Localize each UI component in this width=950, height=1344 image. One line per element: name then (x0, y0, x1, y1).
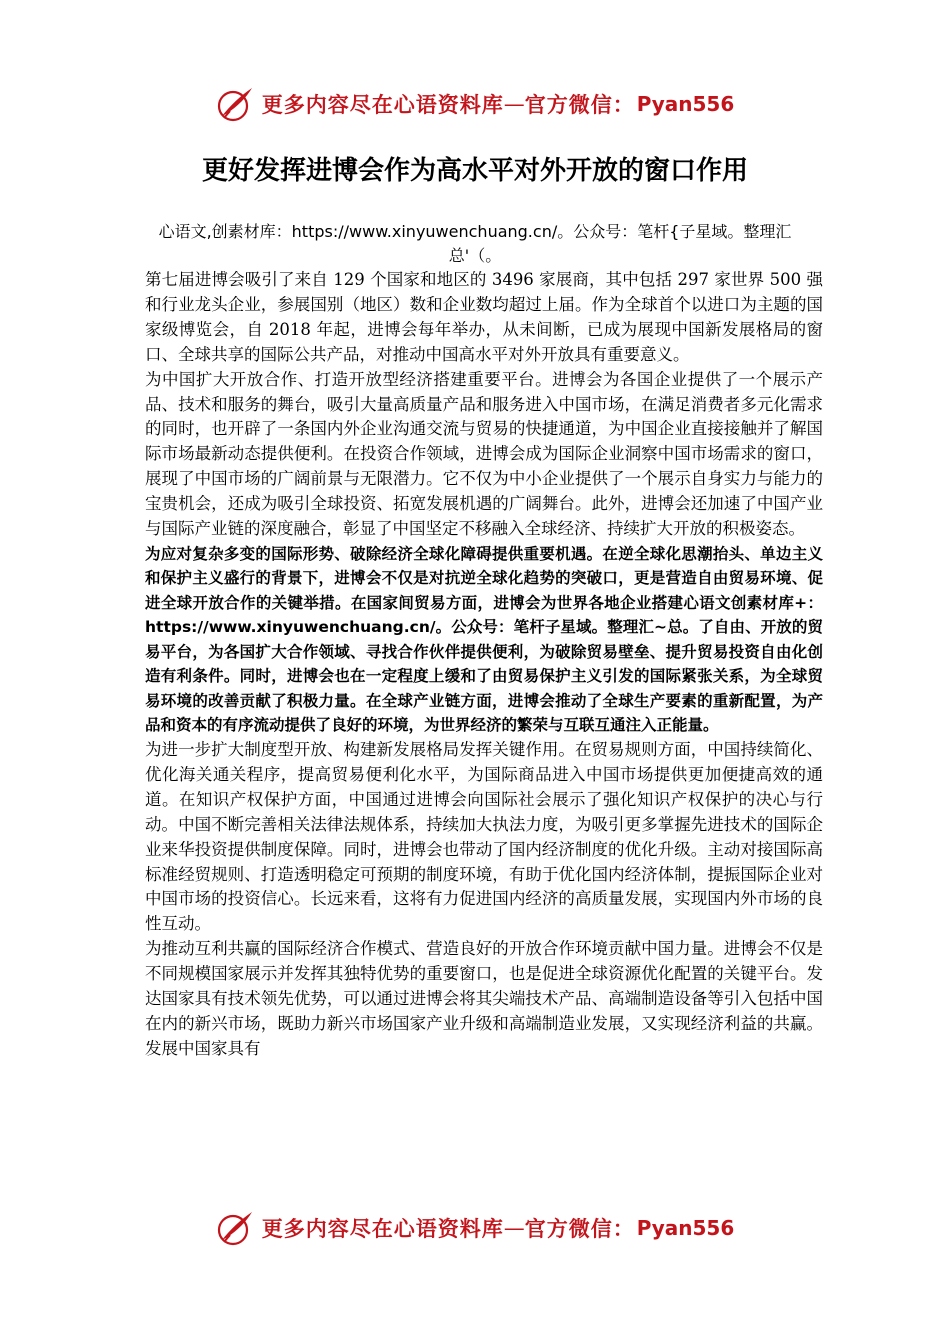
paragraph-5: 为推动互利共赢的国际经济合作模式、营造良好的开放合作环境贡献中国力量。进博会不仅是不同规模国家展示并发挥其独特优势的重要窗口，也是促进全球资源优化配置的关键平台。发达国家具有技术领先优势，可以通过进博会将其尖端技术产品、高端制造设备等引入包括中国在内的新兴市场，既助力新兴市场国家产业升级和高端制造业发展，又实现经济利益的共赢。发展中国家具有 (145, 939, 823, 1058)
paragraph-4: 为进一步扩大制度型开放、构建新发展格局发挥关键作用。在贸易规则方面，中国持续简化、优化海关通关程序，提高贸易便利化水平，为国际商品进入中国市场提供更加便捷高效的通道。在知识产权保护方面，中国通过进博会向国际社会展示了强化知识产权保护的决心与行动。中国不断完善相关法律法规体系，持续加大执法力度，为吸引更多掌握先进技术的国际企业来华投资提供制度保障。同时，进博会也带动了国内经济制度的优化升级。主动对接国际高标准经贸规则、打造透明稳定可预期的制度环境，有助于优化国内经济体制，提振国际企业对中国市场的投资信心。长远来看，这将有力促进国内经济的高质量发展，实现国内外市场的良性互动。 (145, 739, 823, 934)
banner-text: 更多内容尽在心语资料库 (261, 92, 504, 117)
banner-official-label: 官方微信： (524, 1216, 635, 1241)
paragraph-3: 为应对复杂多变的国际形势、破除经济全球化障碍提供重要机遇。在逆全球化思潮抬头、单边主义和保护主义盛行的背景下，进博会不仅是对抗逆全球化趋势的突破口，更是营造自由贸易环境、促进全球开放合作的关键举措。在国家间贸易方面，进博会为世界各地企业搭建心语文创素材库+：https://www.xinyuwenchuang.cn/。公众号：笔杆子星域。整理汇~总。了自由、开放的贸易平台，为各国扩大合作领域、寻找合作伙伴提供便利，为破除贸易壁垒、提升贸易投资自由化创造有利条件。同时，进博会也在一定程度上缓和了由贸易保护主义引发的国际紧张关系，为全球贸易环境的改善贡献了积极力量。在全球产业链方面，进博会推动了全球生产要素的重新配置，为产品和资本的有序流动提供了良好的环境，为世界经济的繁荣与互联互通注入正能量。 (145, 544, 823, 735)
paragraph-2: 为中国扩大开放合作、打造开放型经济搭建重要平台。进博会为各国企业提供了一个展示产品、技术和服务的舞台，吸引大量高质量产品和服务进入中国市场，在满足消费者多元化需求的同时，也开辟了一条国内外企业沟通交流与贸易的快捷通道，为中国企业直接接触并了解国际市场最新动态提供便利。在投资合作领域，进博会成为国际企业洞察中国市场需求的窗口，展现了中国市场的广阔前景与无限潜力。它不仅为中小企业提供了一个展示自身实力与能力的宝贵机会，还成为吸引全球投资、拓宽发展机遇的广阔舞台。此外，进博会还加速了中国产业与国际产业链的深度融合，彰显了中国坚定不移融入全球经济、持续扩大开放的积极姿态。 (145, 369, 823, 539)
header-banner (0, 82, 950, 126)
paragraph-1: 第七届进博会吸引了来自 129 个国家和地区的 3496 家展商，其中包括 297 家世界 500 强和行业龙头企业，参展国别（地区）数和企业数均超过上届。作为全球首个以进口为主题的国家级博览会，自 2018 年起，进博会每年举办，从未间断，已成为展现中国新发展格局的窗口、全球共享的国际公共产品，对推动中国高水平对外开放具有重要意义。 (145, 270, 823, 364)
source-line: 心语文,创素材库：https://www.xinyuwenchuang.cn/。公众号：笔杆{子星域。整理汇总'（。 (158, 222, 792, 265)
banner-text: 更多内容尽在心语资料库 (261, 1216, 504, 1241)
banner-wechat-id: Pyan556 (636, 1216, 735, 1240)
banner-separator: — (503, 92, 525, 116)
document-body (145, 268, 823, 1062)
quill-logo-icon (216, 84, 256, 124)
banner-wechat-id: Pyan556 (636, 92, 735, 116)
banner-separator: — (503, 1216, 525, 1240)
document-title: 更好发挥进博会作为高水平对外开放的窗口作用 (201, 156, 748, 186)
quill-logo-icon (216, 1208, 256, 1248)
banner-official-label: 官方微信： (524, 92, 635, 117)
footer-banner (0, 1206, 950, 1250)
